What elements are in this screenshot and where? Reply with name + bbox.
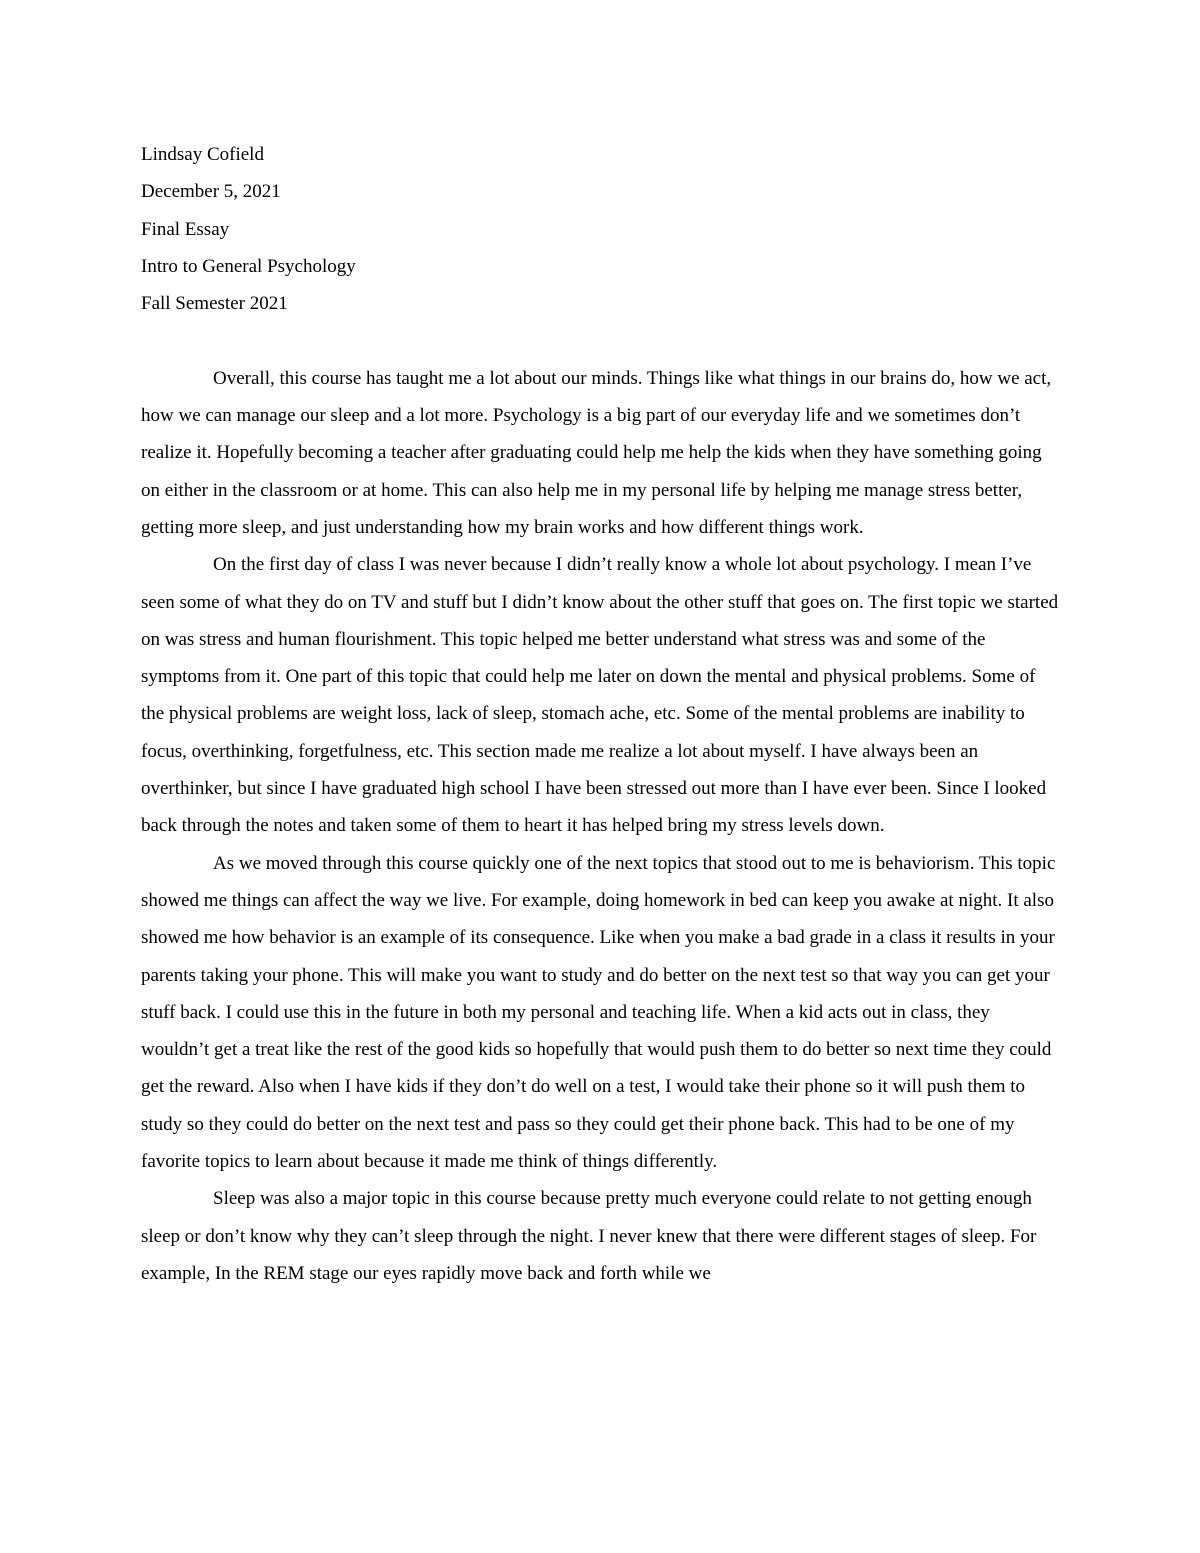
semester-label: Fall Semester 2021 bbox=[141, 293, 288, 315]
body-paragraph: Overall, this course has taught me a lot about our minds. Things like what things in our brains do, how we act, how we can manage our sleep and a lot more. Psychology is a big part of our everyday life and we sometimes don’t realize it. Hopefully becoming a teacher after graduating could help me help the kids when they have something going on either in the classroom or at home. This can also help me in my personal life by helping me manage stress better, getting more sleep, and just understanding how my brain works and how different things work. bbox=[141, 367, 1052, 538]
author-name: Lindsay Cofield bbox=[141, 144, 264, 165]
body-paragraph: Sleep was also a major topic in this course because pretty much everyone could relate to not getting enough sleep or don’t know why they can’t sleep through the night. I never knew that there were different stages of sleep. For example, In the REM stage our eyes rapidly move back and forth while we bbox=[141, 1188, 1037, 1284]
essay-title: Final Essay bbox=[141, 218, 230, 240]
body-paragraph: As we moved through this course quickly one of the next topics that stood out to me is behaviorism. This topic showed me things can affect the way we live. For example, doing homework in bed can keep you awake at night. It also showed me how behavior is an example of its consequence. Like when you make a bad grade in a class it results in your parents taking your phone. This will make you want to study and do better on the next test so that way you can get your stuff back. I could use this in the future in both my personal and teaching life. When a kid acts out in class, they wouldn’t get a treat like the rest of the good kids so hopefully that would push them to do better so next time they could get the reward. Also when I have kids if they don’t do well on a test, I would take their phone so it will push them to study so they could do better on the next test and pass so they could get their phone back. This had to be one of my favorite topics to learn about because it made me think of things differently. bbox=[141, 852, 1056, 1173]
document-content bbox=[141, 136, 1061, 1292]
essay-date: December 5, 2021 bbox=[141, 181, 281, 203]
course-name: Intro to General Psychology bbox=[141, 255, 356, 277]
body-paragraph: On the first day of class I was never because I didn’t really know a whole lot about psychology. I mean I’ve seen some of what they do on TV and stuff but I didn’t know about the other stuff that goes on. The first topic we started on was stress and human flourishment. This topic helped me better understand what stress was and some of the symptoms from it. One part of this topic that could help me later on down the mental and physical problems. Some of the physical problems are weight loss, lack of sleep, stomach ache, etc. Some of the mental problems are inability to focus, overthinking, forgetfulness, etc. This section made me realize a lot about myself. I have always been an overthinker, but since I have graduated high school I have been stressed out more than I have ever been. Since I looked back through the notes and taken some of them to heart it has helped bring my stress levels down. bbox=[141, 554, 1059, 837]
essay-header bbox=[141, 136, 1061, 322]
